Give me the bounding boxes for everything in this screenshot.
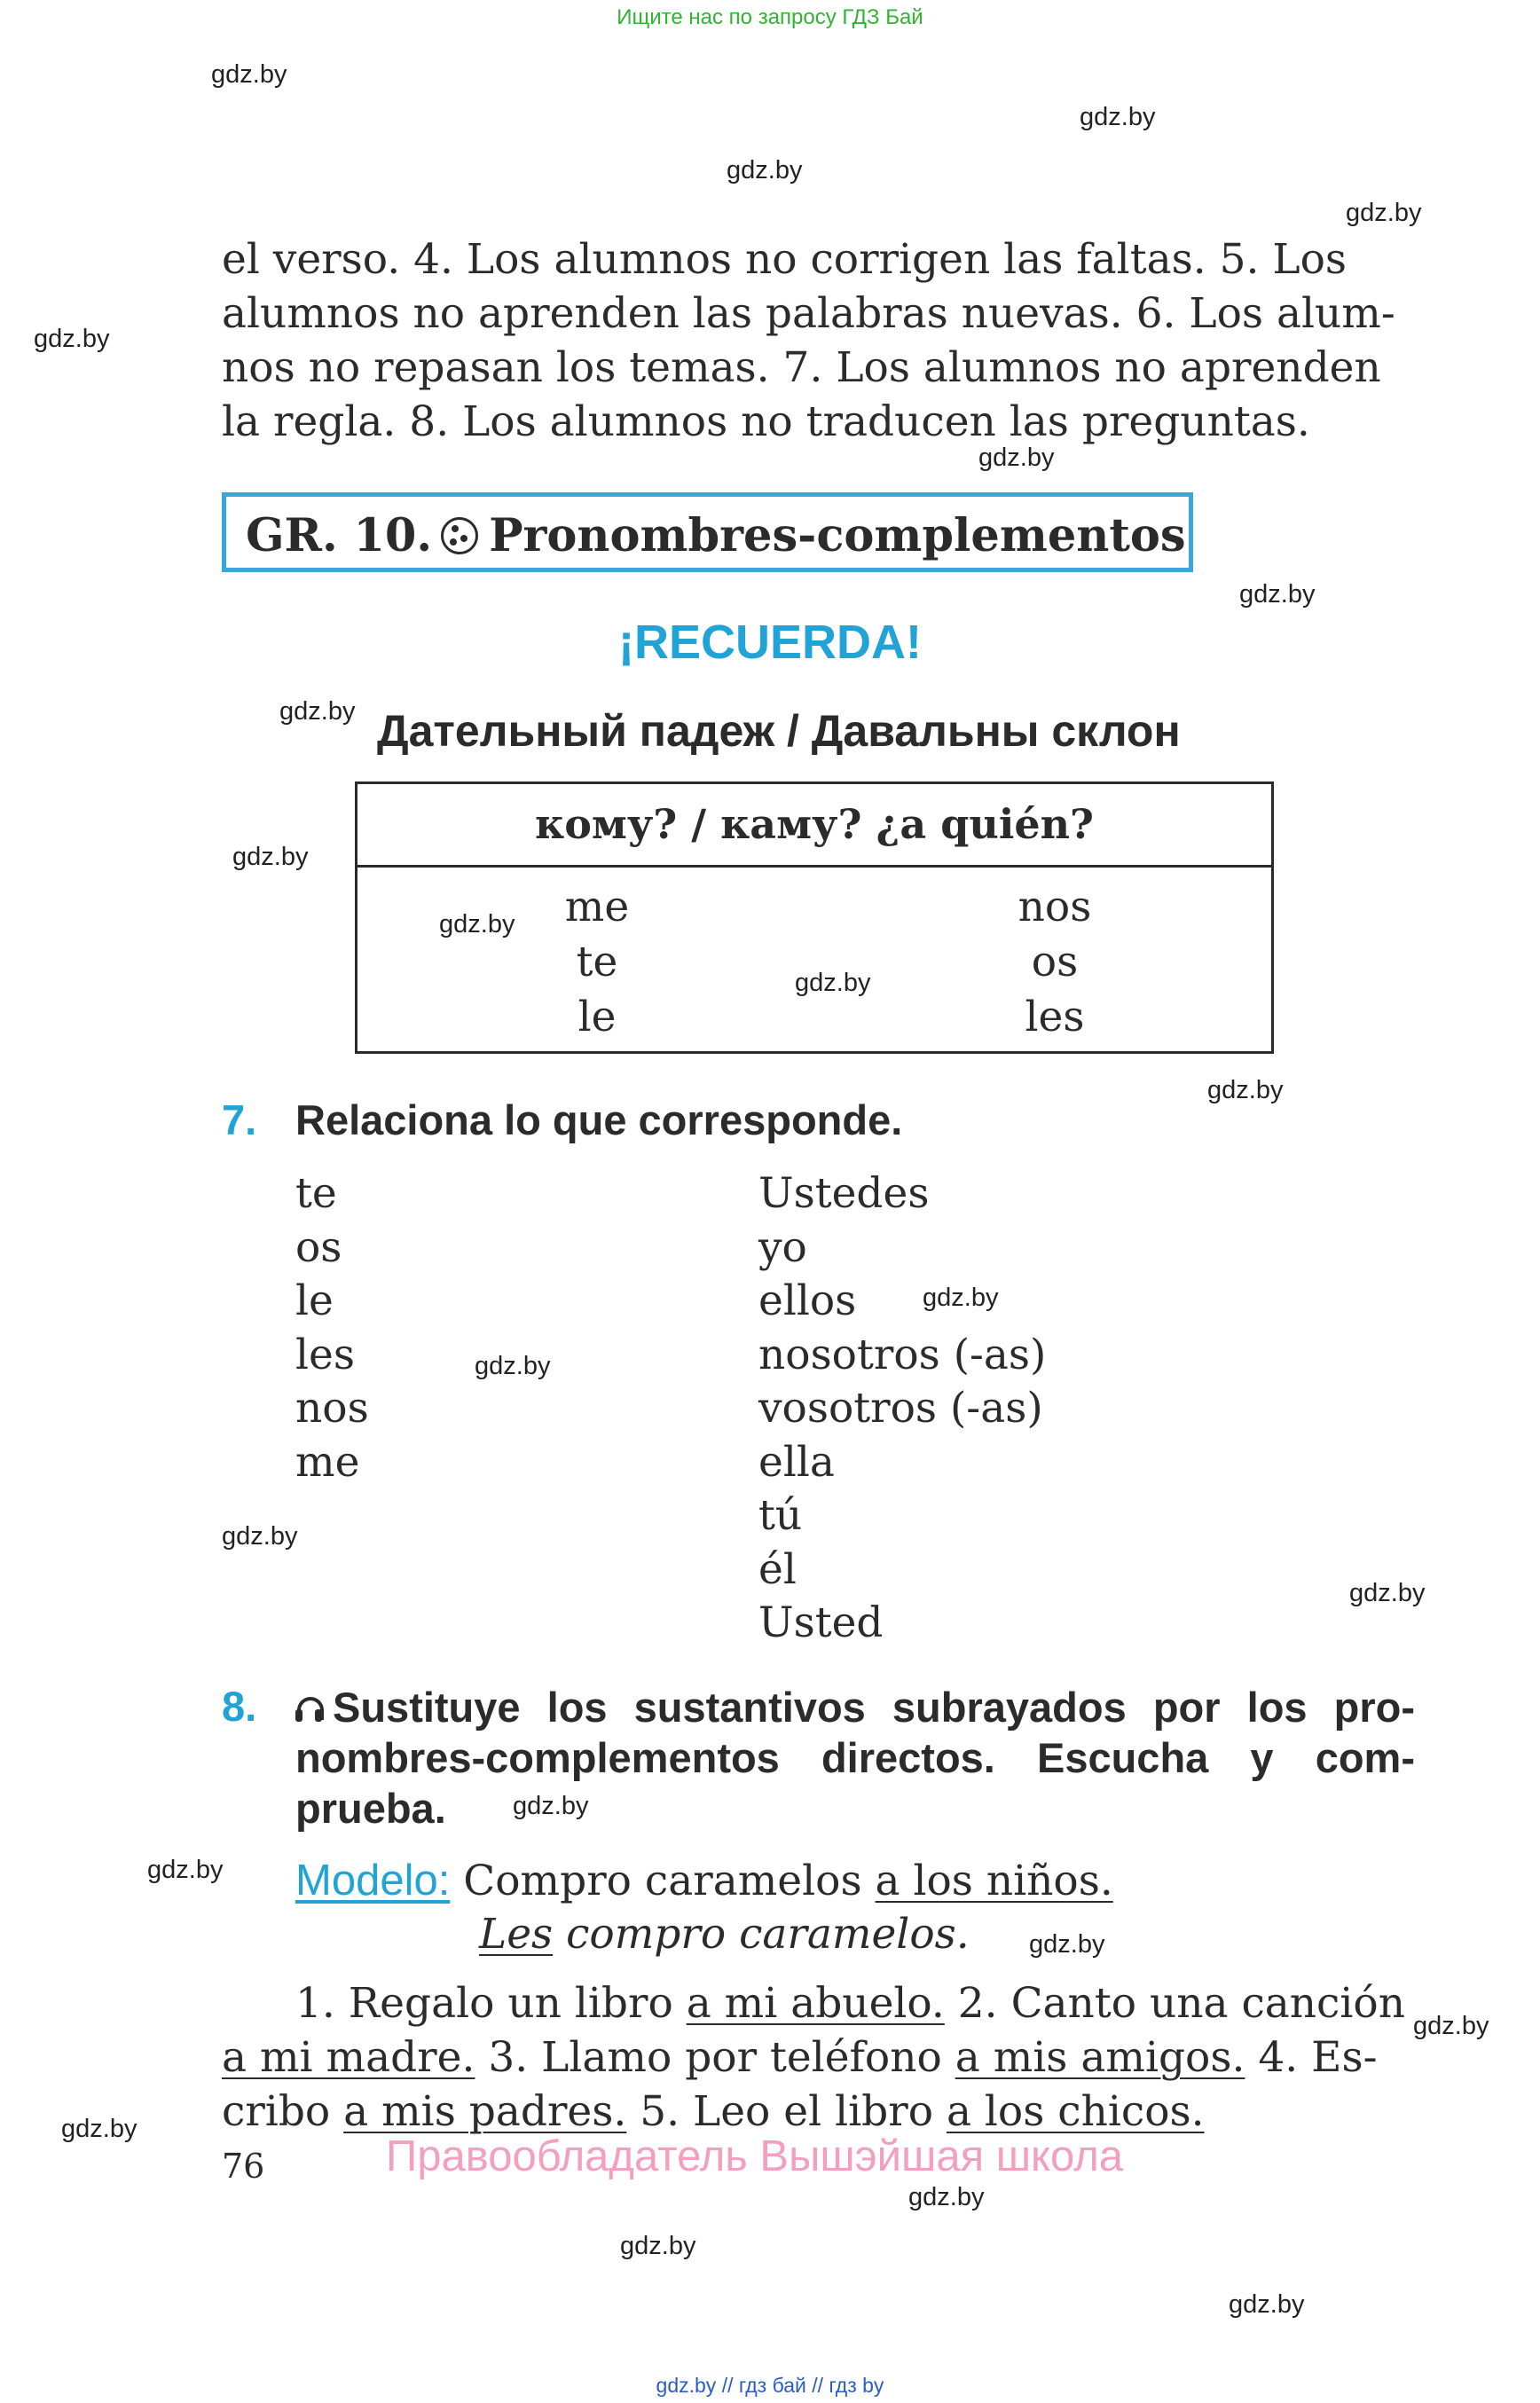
watermark: gdz.by: [147, 1856, 224, 1884]
top-banner[interactable]: Ищите нас по запросу ГДЗ Бай: [617, 5, 923, 29]
grammar-heading: [246, 509, 1186, 562]
underlined-phrase: a mi abuelo.: [686, 1979, 945, 2028]
exercise-7-instruction: Relaciona lo que corresponde.: [295, 1096, 903, 1143]
watermark: gdz.by: [923, 1284, 999, 1312]
modelo-label: Modelo:: [295, 1857, 451, 1904]
modelo-line: [295, 1854, 1113, 1908]
list-item: ellos: [758, 1276, 857, 1325]
underlined-phrase: a mi madre.: [222, 2033, 475, 2082]
table-col-left: [544, 880, 650, 1045]
instruction-line: prueba.: [295, 1785, 446, 1832]
underlined-phrase: a los niños.: [875, 1857, 1113, 1905]
watermark: gdz.by: [513, 1792, 589, 1820]
exercise-8-instruction: [295, 1682, 1415, 1834]
watermark: gdz.by: [1346, 199, 1422, 227]
table-cell: les: [1025, 993, 1085, 1041]
exercise-7-right-column: [758, 1167, 1046, 1651]
text: 5. Leo el libro: [626, 2087, 947, 2136]
table-header: кому? / каму? ¿a quién?: [358, 784, 1271, 868]
page-number: 76: [222, 2147, 265, 2186]
watermark: gdz.by: [795, 969, 871, 997]
watermark: gdz.by: [34, 325, 110, 353]
watermark: gdz.by: [1349, 1579, 1426, 1607]
list-item: vosotros (-as): [758, 1384, 1043, 1433]
exercise-7-number: 7.: [222, 1096, 257, 1143]
headphones-icon: [295, 1697, 322, 1724]
exercise-7-left-column: [295, 1167, 369, 1489]
watermark: gdz.by: [222, 1522, 298, 1551]
table-cell: le: [578, 993, 617, 1041]
intro-paragraph: [222, 232, 1415, 449]
list-item: te: [295, 1169, 337, 1218]
modelo-answer: [479, 1907, 970, 1961]
watermark: gdz.by: [1029, 1930, 1105, 1959]
watermark: gdz.by: [1413, 2012, 1489, 2040]
text-line: nos no repasan los temas. 7. Los alumnos no aprenden: [222, 343, 1381, 392]
table-cell: te: [576, 938, 618, 986]
grammar-title: Pronombres-complementos: [489, 509, 1186, 562]
list-item: Ustedes: [758, 1169, 930, 1218]
text: cribo: [222, 2087, 344, 2136]
underlined-phrase: a mis amigos.: [955, 2033, 1245, 2082]
text-line: alumnos no aprenden las palabras nuevas. 6. Los alum-: [222, 289, 1395, 338]
watermark: gdz.by: [279, 697, 356, 726]
list-item: me: [295, 1437, 360, 1487]
list-item: les: [295, 1330, 355, 1379]
grammar-label: GR. 10.: [246, 509, 433, 562]
list-item: nosotros (-as): [758, 1330, 1047, 1379]
underlined-phrase: a mis padres.: [343, 2087, 627, 2136]
text-line: la regla. 8. Los alumnos no traducen las preguntas.: [222, 397, 1310, 446]
text: 4. Es-: [1245, 2033, 1378, 2082]
sentence-line: [222, 2030, 1415, 2085]
watermark: gdz.by: [61, 2115, 138, 2143]
text: 1. Regalo un libro: [295, 1979, 687, 2028]
list-item: le: [295, 1276, 334, 1325]
watermark: gdz.by: [978, 444, 1055, 472]
watermark: gdz.by: [727, 156, 803, 185]
list-item: él: [758, 1544, 797, 1594]
table-cell: me: [564, 883, 630, 931]
watermark: gdz.by: [1080, 103, 1156, 131]
bottom-links[interactable]: gdz.by // гдз бай // гдз by: [656, 2374, 884, 2397]
underlined-phrase: a los chicos.: [946, 2087, 1205, 2136]
list-item: os: [295, 1222, 342, 1272]
list-item: ella: [758, 1437, 835, 1487]
answer-text: compro caramelos.: [553, 1910, 970, 1959]
list-item: yo: [758, 1222, 807, 1272]
watermark: gdz.by: [1207, 1076, 1284, 1104]
text: 3. Llamo por teléfono: [475, 2033, 955, 2082]
watermark: gdz.by: [908, 2183, 985, 2211]
list-item: Usted: [758, 1598, 884, 1647]
list-item: tú: [758, 1491, 803, 1540]
sentence-line: [222, 1976, 1415, 2030]
instruction-text: Sustituye los sustantivos subrayados por los pro-: [333, 1684, 1415, 1731]
watermark: gdz.by: [232, 843, 309, 871]
sentence-line: [222, 2085, 1415, 2139]
pronoun-table: [355, 781, 1274, 1054]
recuerda-title: ¡RECUERDA!: [618, 616, 922, 669]
copyright-notice: Правообладатель Вышэйшая школа: [386, 2132, 1124, 2180]
instruction-line: nombres-complementos directos. Escucha y com-: [295, 1734, 1415, 1781]
underlined-pronoun: Les: [479, 1910, 554, 1959]
modelo-text: Compro caramelos: [463, 1857, 876, 1905]
case-title: Дательный падеж / Давальны склон: [377, 706, 1181, 756]
exercise-8-number: 8.: [222, 1683, 257, 1730]
text: 2. Canto una canción: [944, 1979, 1405, 2028]
watermark: gdz.by: [439, 910, 515, 938]
grammar-heading-box: [222, 492, 1193, 572]
grammar-icon: [441, 517, 478, 554]
table-col-right: [1002, 880, 1108, 1045]
table-cell: nos: [1018, 883, 1092, 931]
watermark: gdz.by: [211, 60, 287, 89]
watermark: gdz.by: [620, 2232, 696, 2260]
watermark: gdz.by: [475, 1352, 551, 1380]
instruction-line: [295, 1682, 1415, 1732]
watermark: gdz.by: [1239, 580, 1316, 609]
table-cell: os: [1031, 938, 1079, 986]
watermark: gdz.by: [1229, 2290, 1305, 2319]
list-item: nos: [295, 1384, 369, 1433]
sentences-paragraph: [222, 1976, 1415, 2139]
text-line: el verso. 4. Los alumnos no corrigen las faltas. 5. Los: [222, 235, 1348, 284]
